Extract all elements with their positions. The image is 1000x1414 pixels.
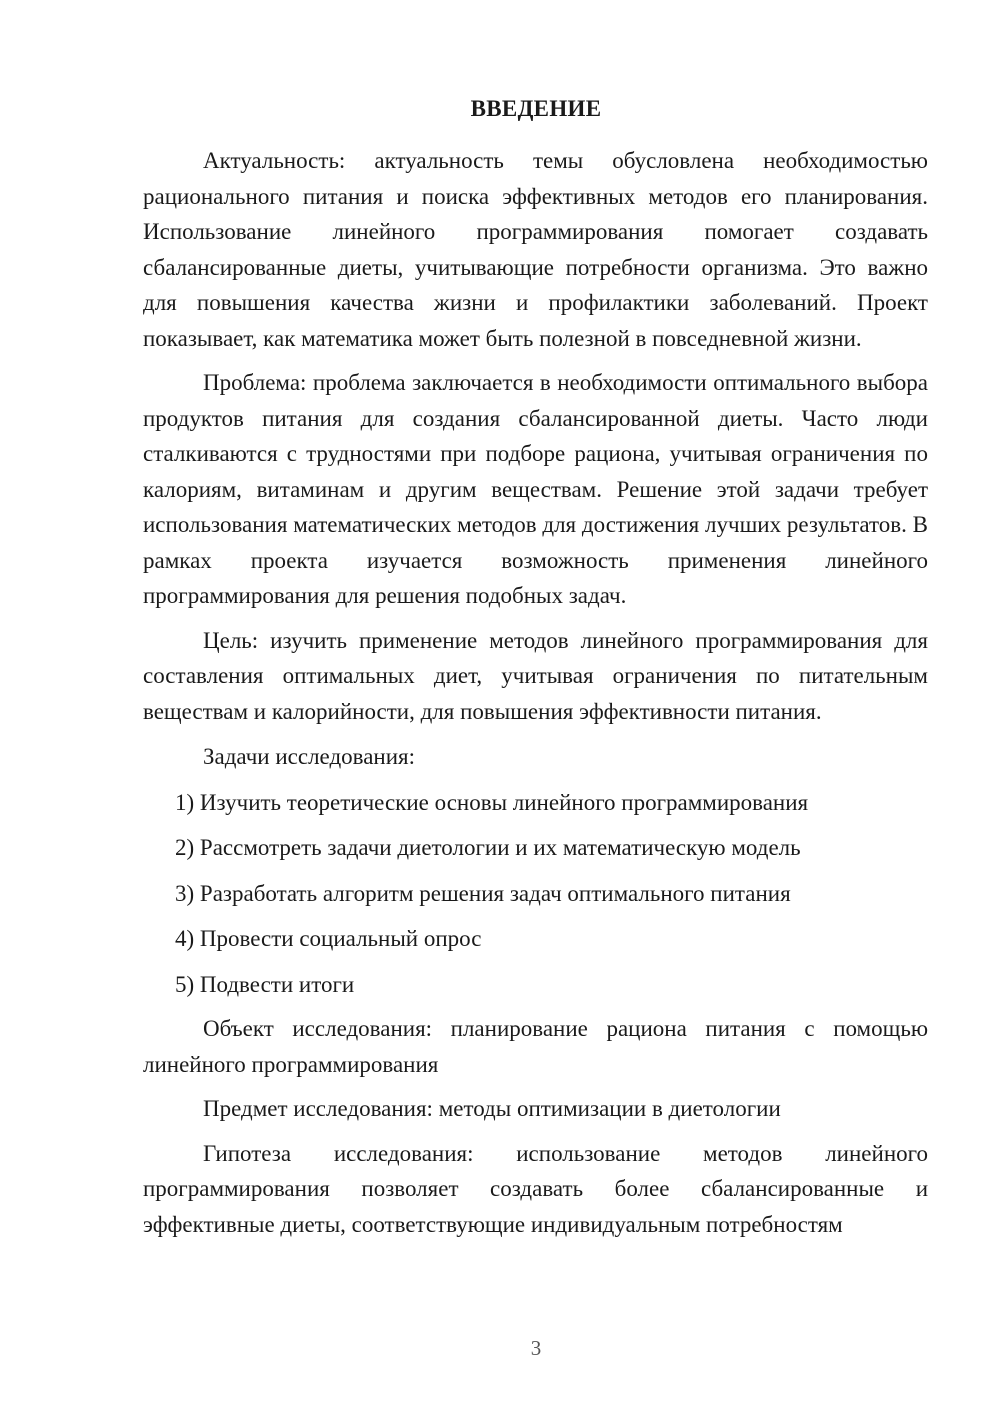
page-title: ВВЕДЕНИЕ	[470, 96, 602, 121]
paragraph-problem: Проблема: проблема заключается в необходимости оптимального выбора продуктов питания для создания сбалансированной диеты. Часто люди сталкиваются с трудностями при подборе рациона, учитывая ограничения по калориям, витаминам и другим веществам. Решение этой задачи требует использования математических методов для достижения лучших результатов. В рамках проекта изучается возможность применения линейного программирования для решения подобных задач.	[143, 370, 928, 608]
paragraph-object: Объект исследования: планирование рациона питания с помощью линейного программирования	[143, 1016, 928, 1077]
paragraph-relevance: Актуальность: актуальность темы обусловлена необходимостью рационального питания и поиска эффективных методов его планирования. Использование линейного программирования помогает создавать сбалансированные диеты, учитывающие потребности организма. Это важно для повышения качества жизни и профилактики заболеваний. Проект показывает, как математика может быть полезной в повседневной жизни.	[143, 148, 928, 351]
paragraph-subject: Предмет исследования: методы оптимизации в диетологии	[203, 1096, 781, 1121]
list-item: 3) Разработать алгоритм решения задач оптимального питания	[175, 880, 791, 906]
page-number: 3	[530, 1336, 542, 1360]
tasks-title: Задачи исследования:	[203, 744, 416, 769]
document-body	[143, 143, 928, 1242]
paragraph-hypothesis: Гипотеза исследования: использование методов линейного программирования позволяет создавать более сбалансированные и эффективные диеты, соответствующие индивидуальным потребностям	[143, 1140, 928, 1237]
paragraph-goal: Цель: изучить применение методов линейного программирования для составления оптимальных диет, учитывая ограничения по питательным веществам и калорийности, для повышения эффективности питания.	[143, 627, 928, 724]
list-item: 1) Изучить теоретические основы линейного программирования	[175, 789, 809, 815]
list-item: 5) Подвести итоги	[175, 971, 355, 997]
list-item: 4) Провести социальный опрос	[175, 926, 482, 951]
list-item: 2) Рассмотреть задачи диетологии и их математическую модель	[175, 835, 801, 860]
